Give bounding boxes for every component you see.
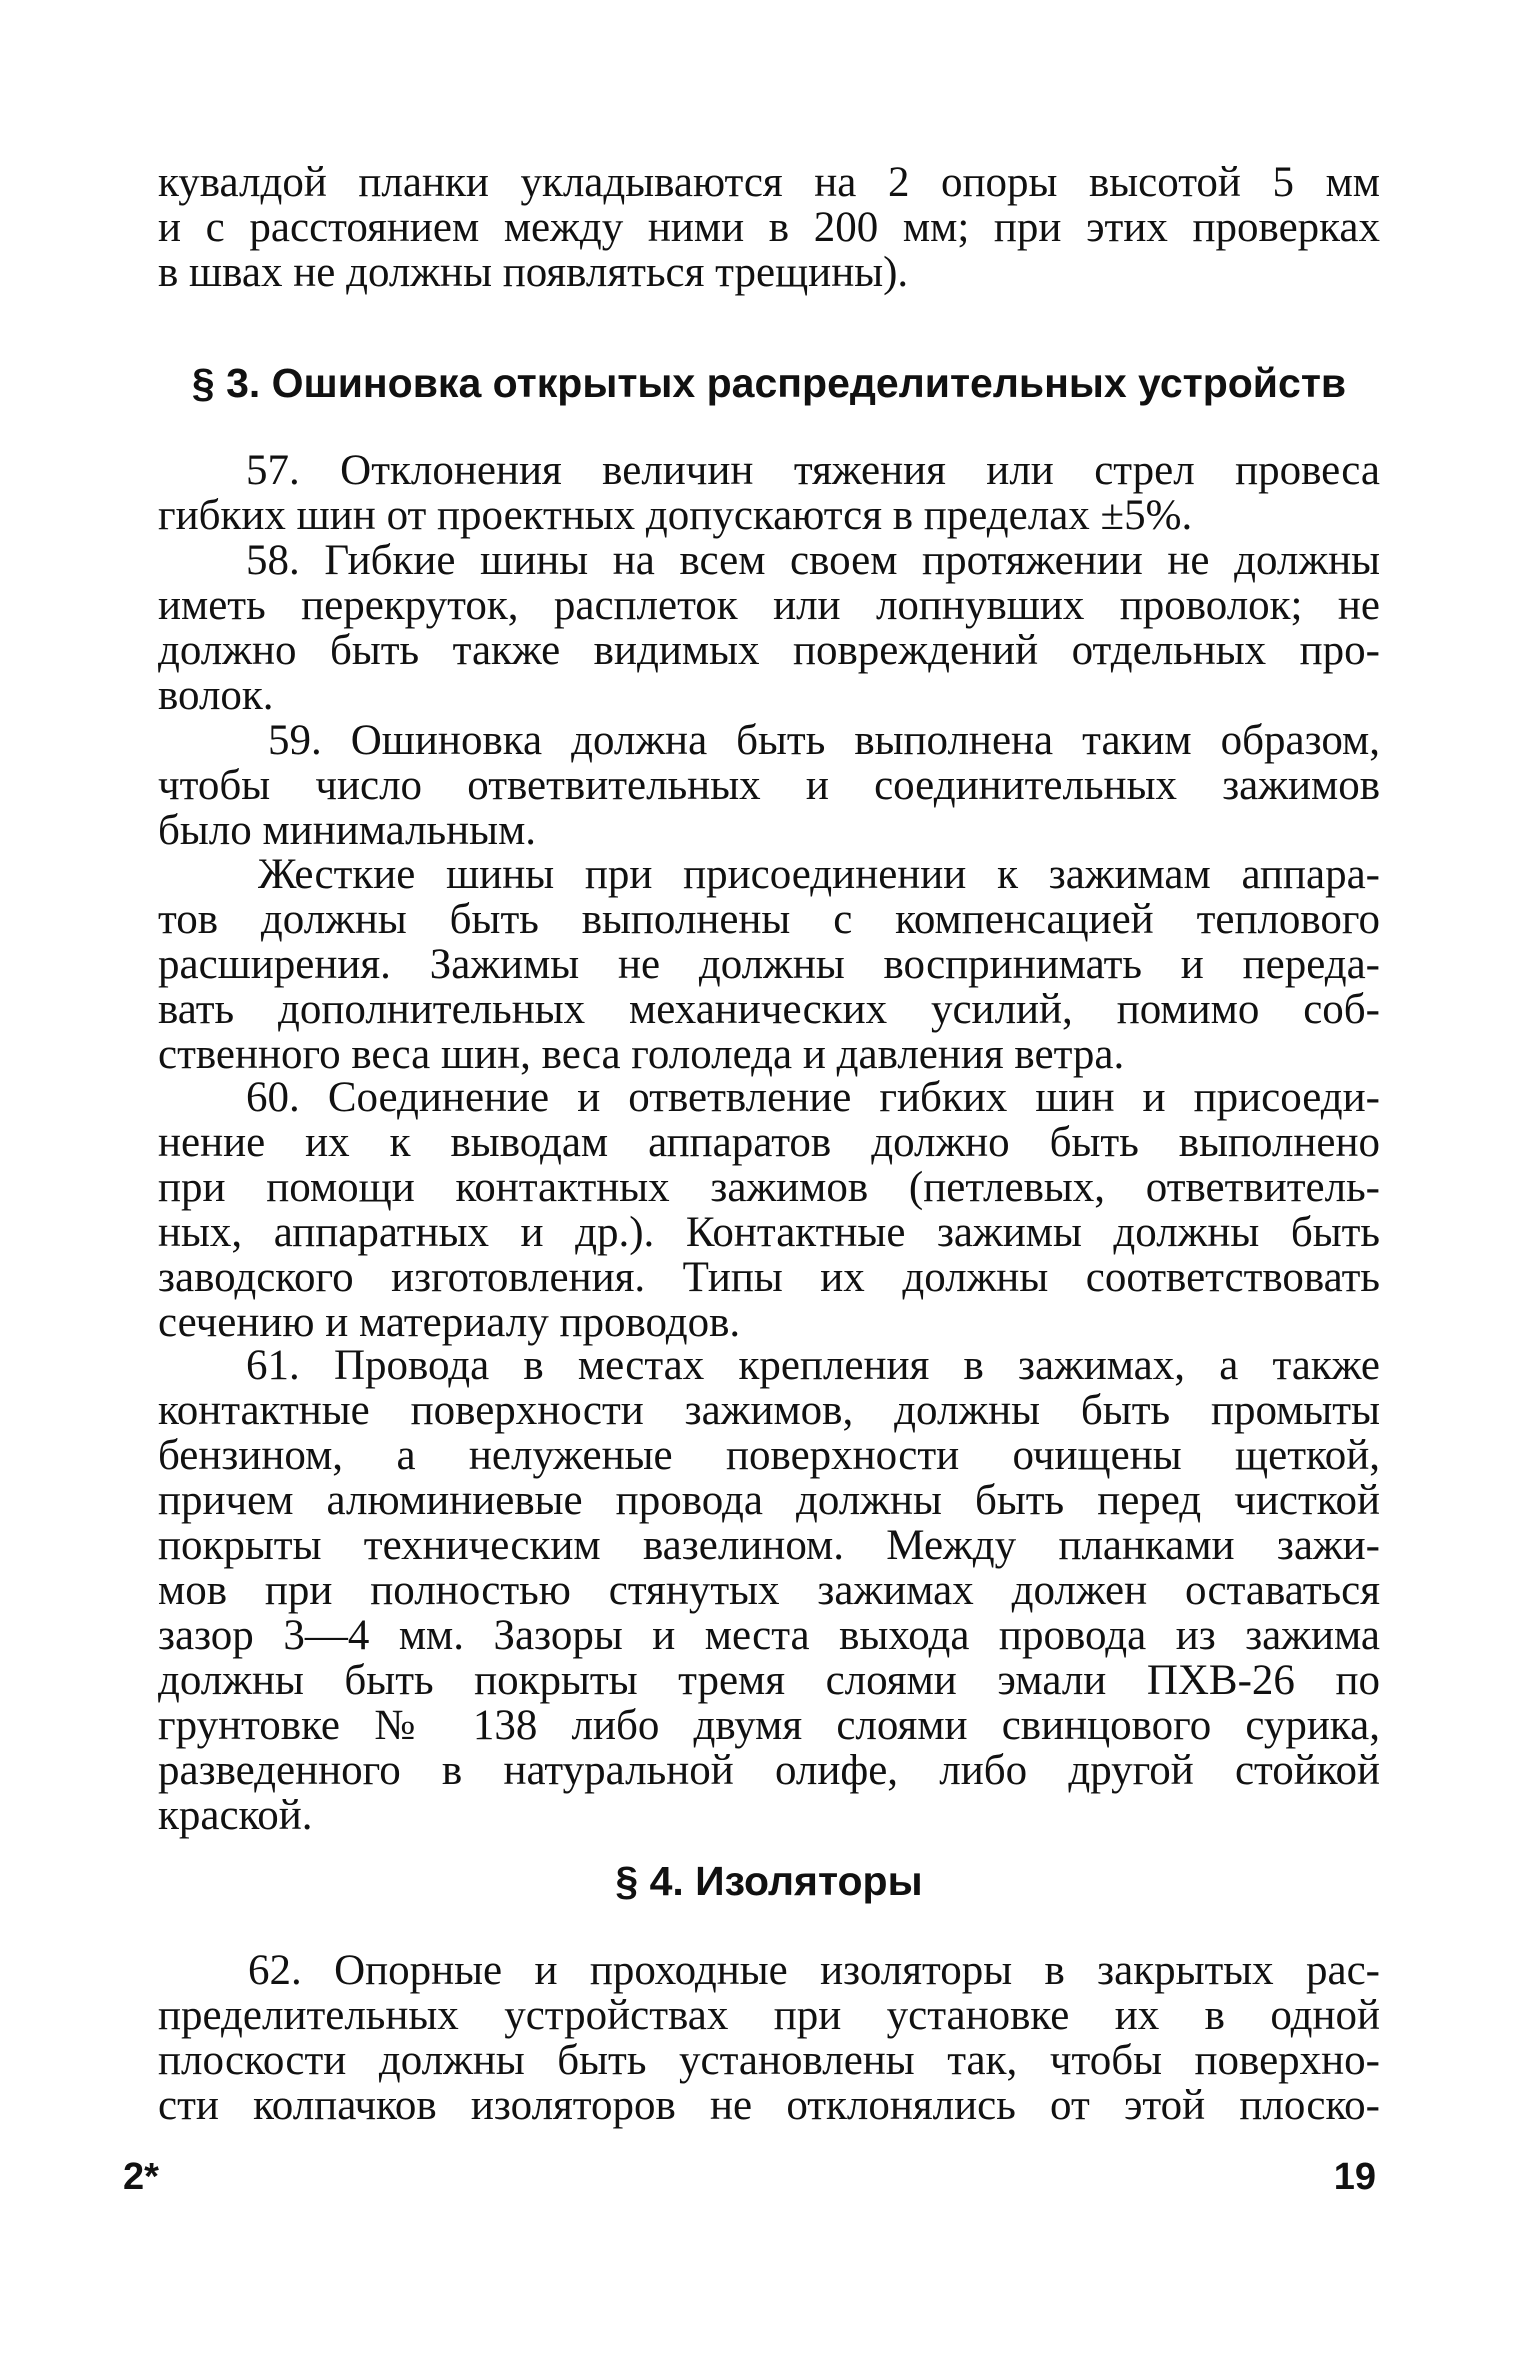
text-line: ных, аппаратных и др.). Контактные зажимы должны быть [158, 1209, 1380, 1256]
text-line: в швах не должны появляться трещины). [158, 249, 909, 296]
text-line: 60. Соединение и ответвление гибких шин и присоеди- [246, 1074, 1380, 1121]
text-line: причем алюминиевые провода должны быть перед чисткой [158, 1477, 1380, 1524]
text-line: краской. [158, 1792, 313, 1839]
text-line: 57. Отклонения величин тяжения или стрел провеса [246, 447, 1380, 494]
text-line: Жесткие шины при присоединении к зажимам аппара- [258, 851, 1380, 898]
text-line: вать дополнительных механических усилий, помимо соб- [158, 986, 1380, 1033]
text-line: сечению и материалу проводов. [158, 1299, 741, 1346]
text-line: мов при полностью стянутых зажимах должен оставаться [158, 1567, 1380, 1614]
paragraph-61 [158, 1343, 1380, 1838]
text-line: волок. [158, 672, 274, 719]
text-line: зазор 3—4 мм. Зазоры и места выхода провода из зажима [158, 1612, 1380, 1659]
text-line: 58. Гибкие шины на всем своем протяжении не должны [246, 537, 1380, 584]
paragraph-59 [158, 718, 1380, 853]
text-line: покрыты техническим вазелином. Между планками зажи- [158, 1522, 1380, 1569]
text-line: 59. Ошиновка должна быть выполнена таким образом, [268, 717, 1380, 764]
text-line: должно быть также видимых повреждений отдельных про- [158, 627, 1380, 674]
text-line: контактные поверхности зажимов, должны быть промыты [158, 1387, 1380, 1434]
text-line: 62. Опорные и проходные изоляторы в закрытых рас- [248, 1947, 1380, 1994]
text-line: при помощи контактных зажимов (петлевых, ответвитель- [158, 1164, 1380, 1211]
text-line: плоскости должны быть установлены так, чтобы поверхно- [158, 2037, 1380, 2084]
paragraph-57 [158, 448, 1380, 538]
text-line: ственного веса шин, веса гололеда и давления ветра. [158, 1031, 1125, 1078]
text-line: грунтовке № 138 либо двумя слоями свинцового сурика, [158, 1702, 1380, 1749]
text-line: заводского изготовления. Типы их должны соответствовать [158, 1254, 1380, 1301]
text-line: и с расстоянием между ними в 200 мм; при этих проверках [158, 204, 1380, 251]
text-line: пределительных устройствах при установке их в одной [158, 1992, 1380, 2039]
text-line: кувалдой планки укладываются на 2 опоры высотой 5 мм [158, 159, 1380, 206]
text-line: бензином, а нелуженые поверхности очищены щеткой, [158, 1432, 1380, 1479]
text-line: нение их к выводам аппаратов должно быть выполнено [158, 1119, 1380, 1166]
text-line: должны быть покрыты тремя слоями эмали ПХВ-26 по [158, 1657, 1380, 1704]
paragraph-59-continued [158, 852, 1380, 1077]
text-line: чтобы число ответвительных и соединительных зажимов [158, 762, 1380, 809]
intro-paragraph [158, 160, 1380, 295]
paragraph-62 [158, 1948, 1380, 2128]
paragraph-58 [158, 538, 1380, 718]
text-line: разведенного в натуральной олифе, либо другой стойкой [158, 1747, 1380, 1794]
paragraph-60 [158, 1075, 1380, 1345]
signature-mark: 2* [123, 2156, 159, 2198]
text-line: расширения. Зажимы не должны воспринимать и переда- [158, 941, 1380, 988]
section-heading-4: § 4. Изоляторы [615, 1858, 923, 1904]
text-line: 61. Провода в местах крепления в зажимах, а также [246, 1342, 1380, 1389]
section-heading-3: § 3. Ошиновка открытых распределительных устройств [191, 360, 1347, 406]
text-line: тов должны быть выполнены с компенсацией теплового [158, 896, 1380, 943]
text-line: сти колпачков изоляторов не отклонялись от этой плоско- [158, 2082, 1380, 2129]
text-line: было минимальным. [158, 807, 537, 854]
text-line: иметь перекруток, расплеток или лопнувших проволок; не [158, 582, 1380, 629]
page-number: 19 [1333, 2156, 1376, 2198]
text-line: гибких шин от проектных допускаются в пределах ±5%. [158, 492, 1193, 539]
